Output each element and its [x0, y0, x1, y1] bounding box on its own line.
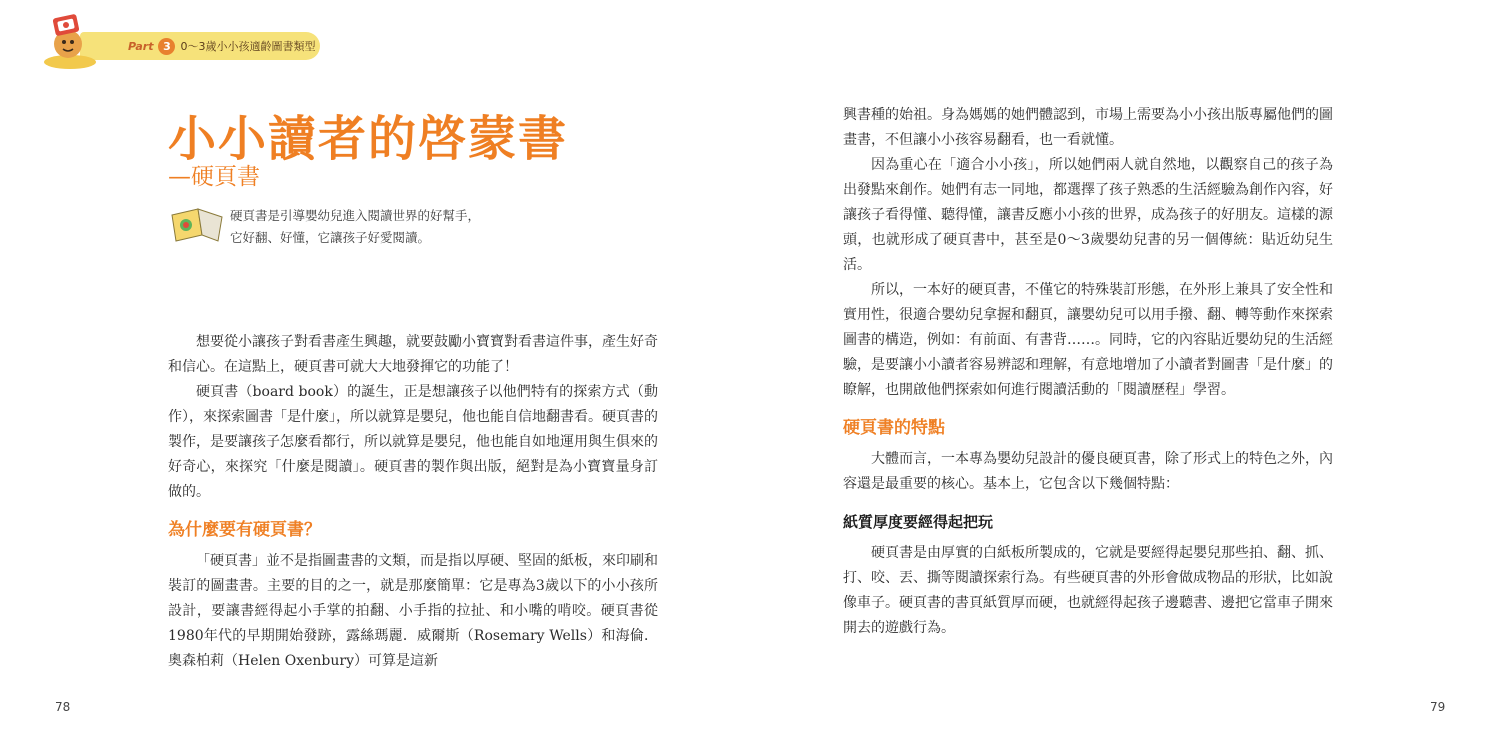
part-label: Part	[128, 39, 154, 53]
section-heading: 為什麼要有硬頁書？	[168, 520, 321, 540]
paragraph: 興書種的始祖。身為媽媽的她們體認到，市場上需要為小小孩出版專屬他們的圖畫書，不但讓小小孩容易翻看，也一看就懂。	[843, 107, 1333, 148]
page-number-left: 78	[55, 700, 71, 714]
section-heading: 硬頁書的特點	[843, 418, 945, 438]
subsection-heading: 紙質厚度要經得起把玩	[843, 513, 994, 531]
intro-quote	[230, 205, 550, 249]
paragraph: 所以，一本好的硬頁書，不僅它的特殊裝訂形態，在外形上兼具了安全性和實用性，很適合嬰幼兒拿握和翻頁，讓嬰幼兒可以用手撥、翻、轉等動作來探索圖書的構造，例如：有前面、有書背……。同時，它的內容貼近嬰幼兒的生活經驗，是要讓小小讀者容易辨認和理解，有意地增加了小讀者對圖書「是什麼」的瞭解，也開啟他們探索如何進行閱讀活動的「閱讀歷程」學習。	[843, 282, 1333, 398]
paragraph: 「硬頁書」並不是指圖畫書的文類，而是指以厚硬、堅固的紙板，來印刷和裝訂的圖畫書。主要的目的之一，就是那麼簡單：它是專為3歲以下的小小孩所設計，要讓書經得起小手掌的拍翻、小手指的拉扯、和小嘴的啃咬。硬頁書從1980年代的早期開始發跡，露絲瑪麗．威爾斯（Rosemary Wells）和海倫．奧森柏莉（Helen Oxenbury）可算是這新	[168, 553, 658, 669]
right-body-text	[843, 103, 1333, 641]
paragraph: 想要從小讓孩子對看書產生興趣，就要鼓勵小寶寶對看書這件事，產生好奇和信心。在這點上，硬頁書可就大大地發揮它的功能了！	[168, 334, 658, 375]
page-title: 小小讀者的啓蒙書	[168, 111, 569, 167]
intro-quote-line1: 硬頁書是引導嬰幼兒進入閱讀世界的好幫手，	[230, 208, 481, 223]
left-body-text	[168, 330, 658, 674]
section-title: 0～3歲小小孩適齡圖書類型	[180, 40, 316, 53]
right-page	[750, 0, 1500, 750]
intro-quote-line2: 它好翻、好懂，它讓孩子好愛閱讀。	[230, 230, 431, 245]
mascot-icon	[40, 12, 120, 72]
paragraph: 硬頁書是由厚實的白紙板所製成的，它就是要經得起嬰兒那些拍、翻、抓、打、咬、丟、撕等閱讀探索行為。有些硬頁書的外形會做成物品的形狀，比如說像車子。硬頁書的書頁紙質厚而硬，也就經得起孩子邊聽書、邊把它當車子開來開去的遊戲行為。	[843, 545, 1333, 636]
paragraph: 因為重心在「適合小小孩」，所以她們兩人就自然地，以觀察自己的孩子為出發點來創作。她們有志一同地，都選擇了孩子熟悉的生活經驗為創作內容，好讓孩子看得懂、聽得懂，讓書反應小小孩的世界，成為孩子的好朋友。這樣的源頭，也就形成了硬頁書中，甚至是0～3歲嬰幼兒書的另一個傳統：貼近幼兒生活。	[843, 157, 1333, 273]
paragraph: 大體而言，一本專為嬰幼兒設計的優良硬頁書，除了形式上的特色之外，內容還是最重要的核心。基本上，它包含以下幾個特點：	[843, 451, 1333, 492]
page-subtitle: —硬頁書	[168, 164, 260, 190]
book-icon	[168, 205, 226, 245]
part-number-badge: 3	[158, 38, 175, 55]
page-number-right: 79	[1430, 700, 1446, 714]
paragraph: 硬頁書（board book）的誕生，正是想讓孩子以他們特有的探索方式（動作），來探索圖書「是什麼」，所以就算是嬰兒，他也能自信地翻書看。硬頁書的製作，是要讓孩子怎麼看都行，所以就算是嬰兒，他也能自如地運用與生俱來的好奇心，來探究「什麼是閱讀」。硬頁書的製作與出版，絕對是為小寶寶量身訂做的。	[168, 384, 658, 500]
chapter-header	[40, 12, 340, 72]
